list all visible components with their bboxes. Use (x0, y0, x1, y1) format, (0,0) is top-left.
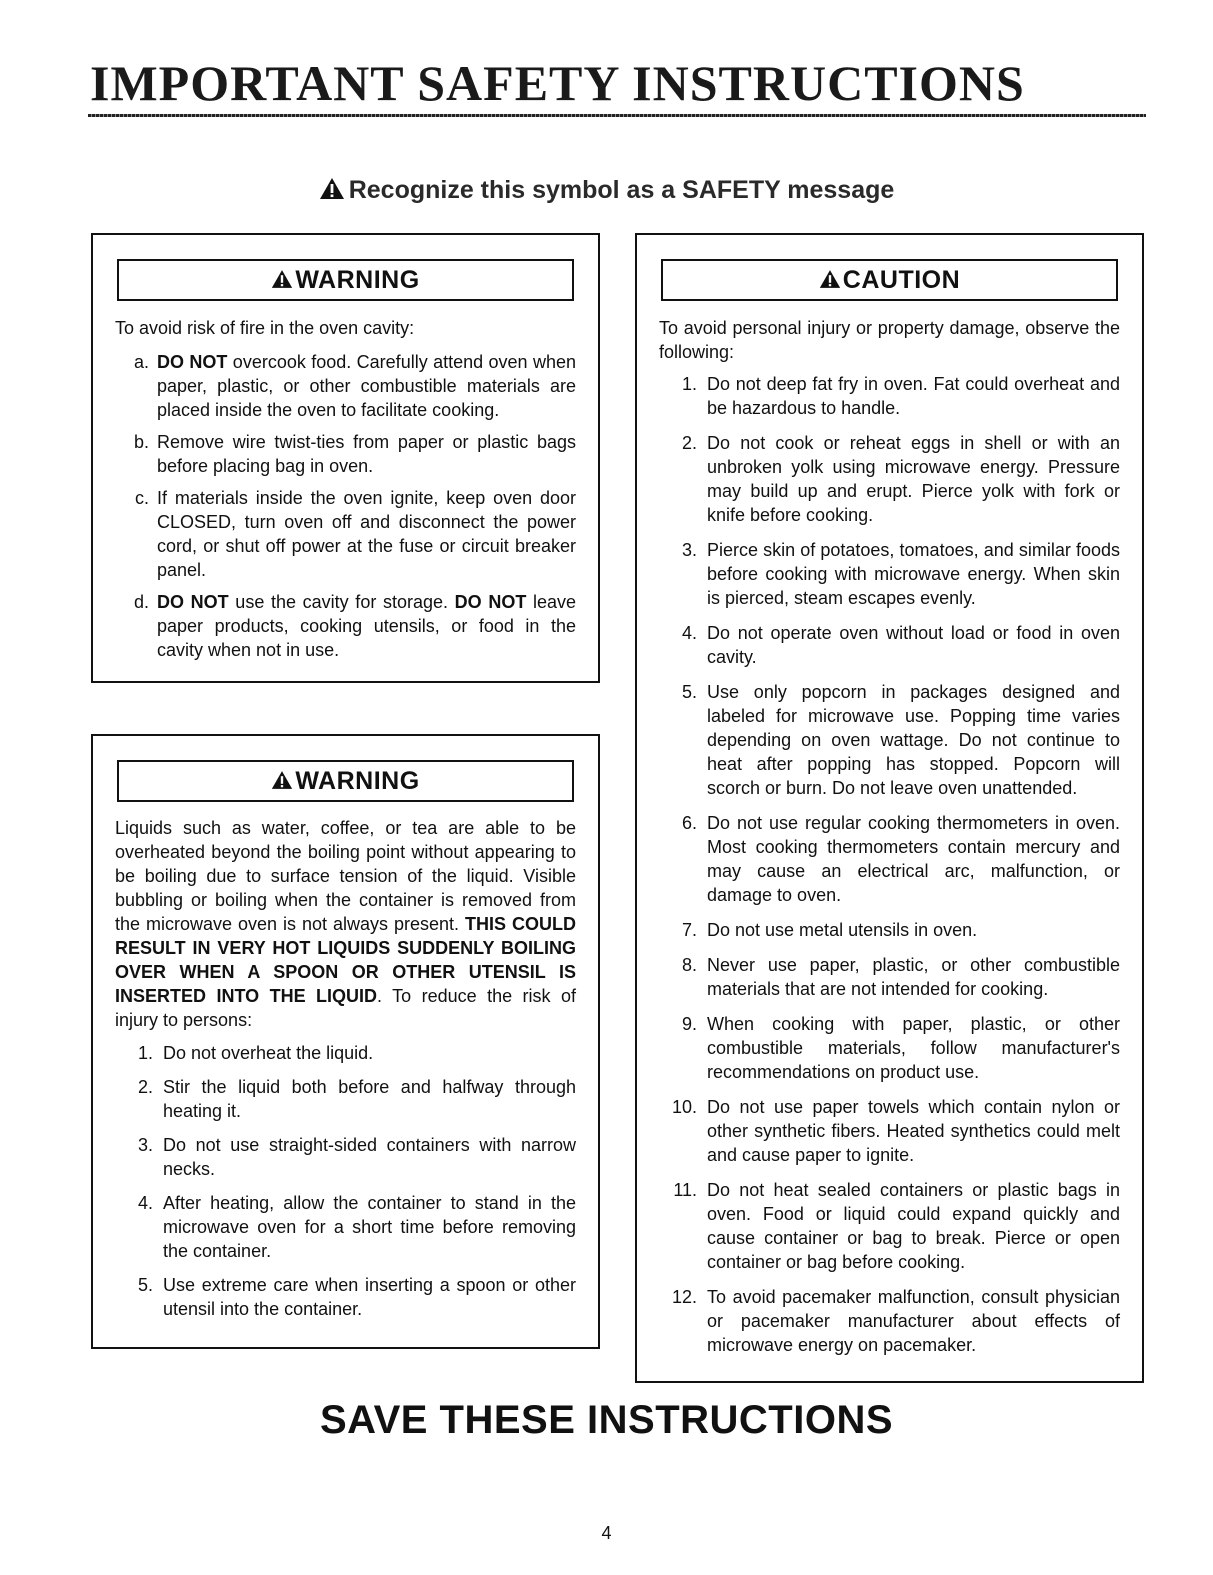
warning-label: WARNING (295, 266, 420, 294)
list-item: 8. Never use paper, plastic, or other combustible materials that are not intended for cooking. (681, 955, 1120, 999)
list-item: 1. Do not deep fat fry in oven. Fat could overheat and be hazardous to handle. (681, 374, 1120, 418)
warning-liquids-heading (117, 760, 574, 802)
caution-intro: To avoid personal injury or property damage, observe the following: (659, 318, 1120, 362)
save-instructions-title: SAVE THESE INSTRUCTIONS (319, 1398, 894, 1442)
title-underline (88, 114, 1146, 117)
caution-list (659, 372, 1120, 1357)
warning-triangle-icon (271, 269, 293, 289)
warning-liquids-list (115, 1041, 576, 1321)
list-item: b. Remove wire twist-ties from paper or plastic bags before placing bag in oven. (133, 432, 576, 476)
list-item: 1. Do not overheat the liquid. (137, 1043, 374, 1063)
warning-triangle-icon (319, 177, 345, 200)
list-item: 3. Pierce skin of potatoes, tomatoes, and similar foods before cooking with microwave energy. When skin is pierced, steam escapes evenly. (681, 540, 1120, 608)
page-title: IMPORTANT SAFETY INSTRUCTIONS (90, 55, 1025, 111)
warning-fire-list (115, 350, 576, 662)
list-item: 11. Do not heat sealed containers or plastic bags in oven. Food or liquid could expand quickly and cause container or bag to break. Pierce or open container or bag before cooking. (673, 1180, 1120, 1272)
warning-liquids-box (91, 734, 600, 1349)
warning-fire-intro: To avoid risk of fire in the oven cavity: (115, 318, 415, 338)
safety-symbol-text: Recognize this symbol as a SAFETY message (348, 176, 895, 204)
list-item: 3. Do not use straight-sided containers with narrow necks. (137, 1135, 576, 1179)
list-item: 9. When cooking with paper, plastic, or other combustible materials, follow manufacturer's recommendations on product use. (681, 1014, 1120, 1082)
list-item: 4. Do not operate oven without load or food in oven cavity. (681, 623, 1120, 667)
list-item: 2. Stir the liquid both before and halfway through heating it. (137, 1077, 576, 1121)
warning-triangle-icon (819, 269, 841, 289)
list-item: c. If materials inside the oven ignite, keep oven door CLOSED, turn oven off and disconnect the power cord, or shut off power at the fuse or circuit breaker panel. (134, 488, 576, 580)
list-item: a. DO NOT overcook food. Carefully attend oven when paper, plastic, or other combustible materials are placed inside the oven to facilitate cooking. (133, 352, 577, 420)
warning-label: WARNING (295, 767, 420, 795)
caution-label: CAUTION (842, 266, 961, 294)
list-item: 12. To avoid pacemaker malfunction, consult physician or pacemaker manufacturer about effects of microwave energy on pacemaker. (671, 1287, 1120, 1355)
list-item: 5. Use extreme care when inserting a spoon or other utensil into the container. (137, 1275, 576, 1319)
list-item: 5. Use only popcorn in packages designed and labeled for microwave use. Popping time varies depending on oven wattage. Do not continue to heat after popping has stopped. Popcorn will scorch or burn. Do not leave oven unattended. (681, 682, 1120, 798)
caution-box (635, 233, 1144, 1383)
safety-symbol-line (0, 176, 1213, 205)
warning-triangle-icon (271, 770, 293, 790)
list-item: 10. Do not use paper towels which contain nylon or other synthetic fibers. Heated synthetics could melt and cause paper to ignite. (671, 1097, 1120, 1165)
warning-liquids-intro: Liquids such as water, coffee, or tea are able to be overheated beyond the boiling point without appearing to be boiling due to surface tension of the liquid. Visible bubbling or boiling when the container is removed from the microwave oven is not always present. THIS COULD RESULT IN VERY HOT LIQUIDS SUDDENLY BOILING OVER WHEN A SPOON OR OTHER UTENSIL IS INSERTED INTO THE LIQUID. To reduce the risk of injury to persons: (115, 818, 576, 1030)
list-item: d. DO NOT use the cavity for storage. DO NOT leave paper products, cooking utensils, or food in the cavity when not in use. (133, 592, 577, 660)
list-item: 6. Do not use regular cooking thermometers in oven. Most cooking thermometers contain mercury and may cause an electrical arc, malfunction, or damage to oven. (681, 813, 1120, 905)
list-item: 2. Do not cook or reheat eggs in shell or with an unbroken yolk using microwave energy. Pressure may build up and erupt. Pierce yolk with fork or knife before cooking. (681, 433, 1120, 525)
warning-fire-box (91, 233, 600, 683)
caution-heading (661, 259, 1118, 301)
warning-fire-heading (117, 259, 574, 301)
page-number: 4 (601, 1523, 612, 1543)
list-item: 7. Do not use metal utensils in oven. (681, 920, 978, 940)
list-item: 4. After heating, allow the container to stand in the microwave oven for a short time before removing the container. (137, 1193, 576, 1261)
